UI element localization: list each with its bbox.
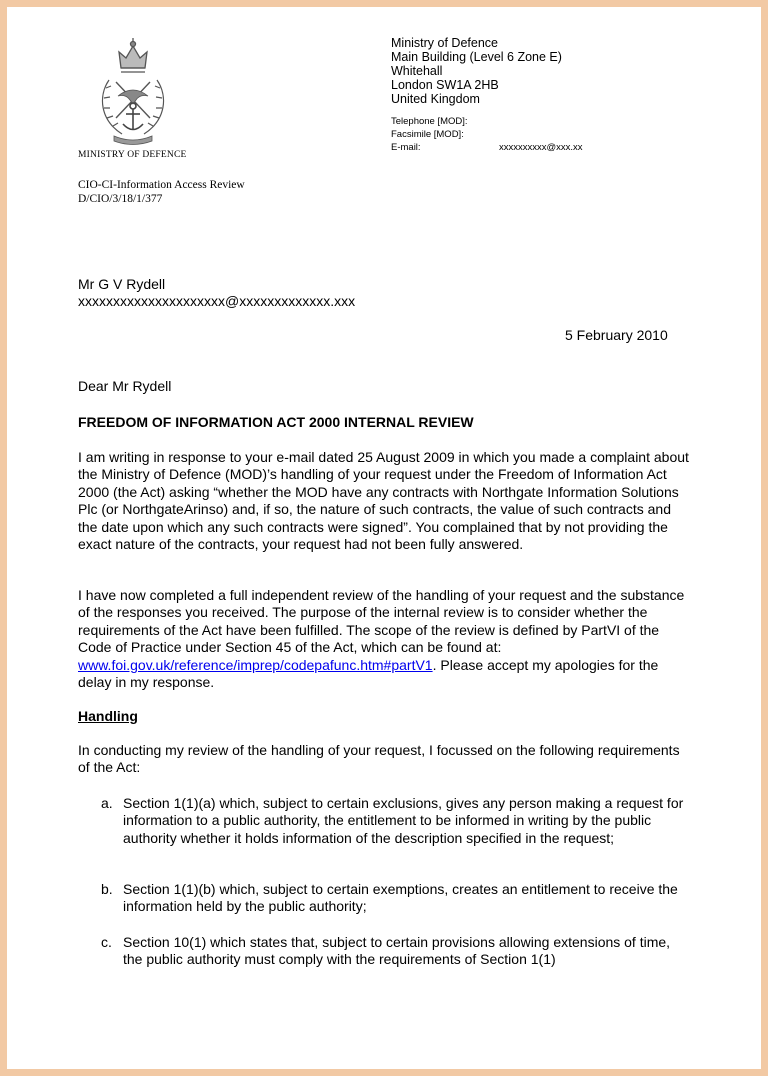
facsimile-row [391,128,468,141]
section-heading: Handling [78,708,138,724]
list-marker: a. [101,795,113,811]
telephone-row [391,115,468,128]
paragraph-text: I am writing in response to your e-mail dated 25 August 2009 in which you made a complaint about the Ministry of Defence (MOD)’s handling of your request under the Freedom of Information Act 2000 (the Act) asking “whether the MOD have any contracts with Northgate Information Solutions Plc (or NorthgateArinso) and, if so, the nature of such contracts, the value of such contracts and the date upon which any such contracts were signed”. You complained that by not providing the exact nature of the contracts, your request had not been fully answered. [78,449,689,553]
email-row [391,141,583,154]
facsimile-label: Facsimile [MOD]: [391,129,464,140]
paragraph-complaint [78,449,692,553]
contact-details [391,115,583,154]
paragraph-text-end: . Please accept my apologies for the delay in my response. [78,656,659,691]
paragraph-text [78,587,692,691]
address-line: London SW1A 2HB [391,78,499,92]
paragraph-handling [78,742,692,777]
subject-heading: FREEDOM OF INFORMATION ACT 2000 INTERNAL REVIEW [78,414,474,430]
reference-number: D/CIO/3/18/1/377 [78,193,163,205]
reference-line: CIO-CI-Information Access Review [78,179,245,191]
requirement-text: Section 1(1)(b) which, subject to certain exemptions, creates an entitlement to receive the information held by the public authority; [123,881,678,915]
paragraph-text-start: I have now completed a full independent review of the handling of your request and the substance of the responses you received. The purpose of the internal review is to consider whether the requirements of the Act have been fulfilled. The scope of the review is defined by PartVI of the Code of Practice under Section 45 of the Act, which can be found at: [78,587,685,656]
recipient-email: xxxxxxxxxxxxxxxxxxxxx@xxxxxxxxxxxxx.xxx [78,293,356,309]
requirement-text: Section 1(1)(a) which, subject to certain exclusions, gives any person making a request for information to a public authority, the entitlement to be informed in writing by the public authority whether it holds information of the description specified in the request; [123,795,684,846]
address-line: Main Building (Level 6 Zone E) [391,50,562,64]
recipient-name: Mr G V Rydell [78,276,166,292]
email-label: E-mail: [391,142,421,153]
requirement-text: Section 10(1) which states that, subject to certain provisions allowing extensions of time, the public authority must comply with the requirements of Section 1(1) [123,934,671,968]
paragraph-text: In conducting my review of the handling of your request, I focussed on the following requirements of the Act: [78,742,680,776]
salutation: Dear Mr Rydell [78,378,172,394]
address-line: Ministry of Defence [391,36,498,50]
paragraph-review [78,587,692,691]
ministry-label: MINISTRY OF DEFENCE [78,150,187,160]
recipient-block [78,276,355,310]
address-line: United Kingdom [391,92,480,106]
mod-crest-logo [94,38,172,148]
reference-block [78,178,245,206]
email-value: xxxxxxxxxx@xxx.xx [499,142,583,153]
list-marker: b. [101,881,113,897]
letter-date: 5 February 2010 [565,327,668,343]
telephone-label: Telephone [MOD]: [391,116,468,127]
address-line: Whitehall [391,64,443,78]
code-of-practice-link[interactable]: www.foi.gov.uk/reference/imprep/codepafunc.htm#partV1 [78,656,433,673]
sender-address [391,36,562,106]
list-marker: c. [101,934,112,950]
